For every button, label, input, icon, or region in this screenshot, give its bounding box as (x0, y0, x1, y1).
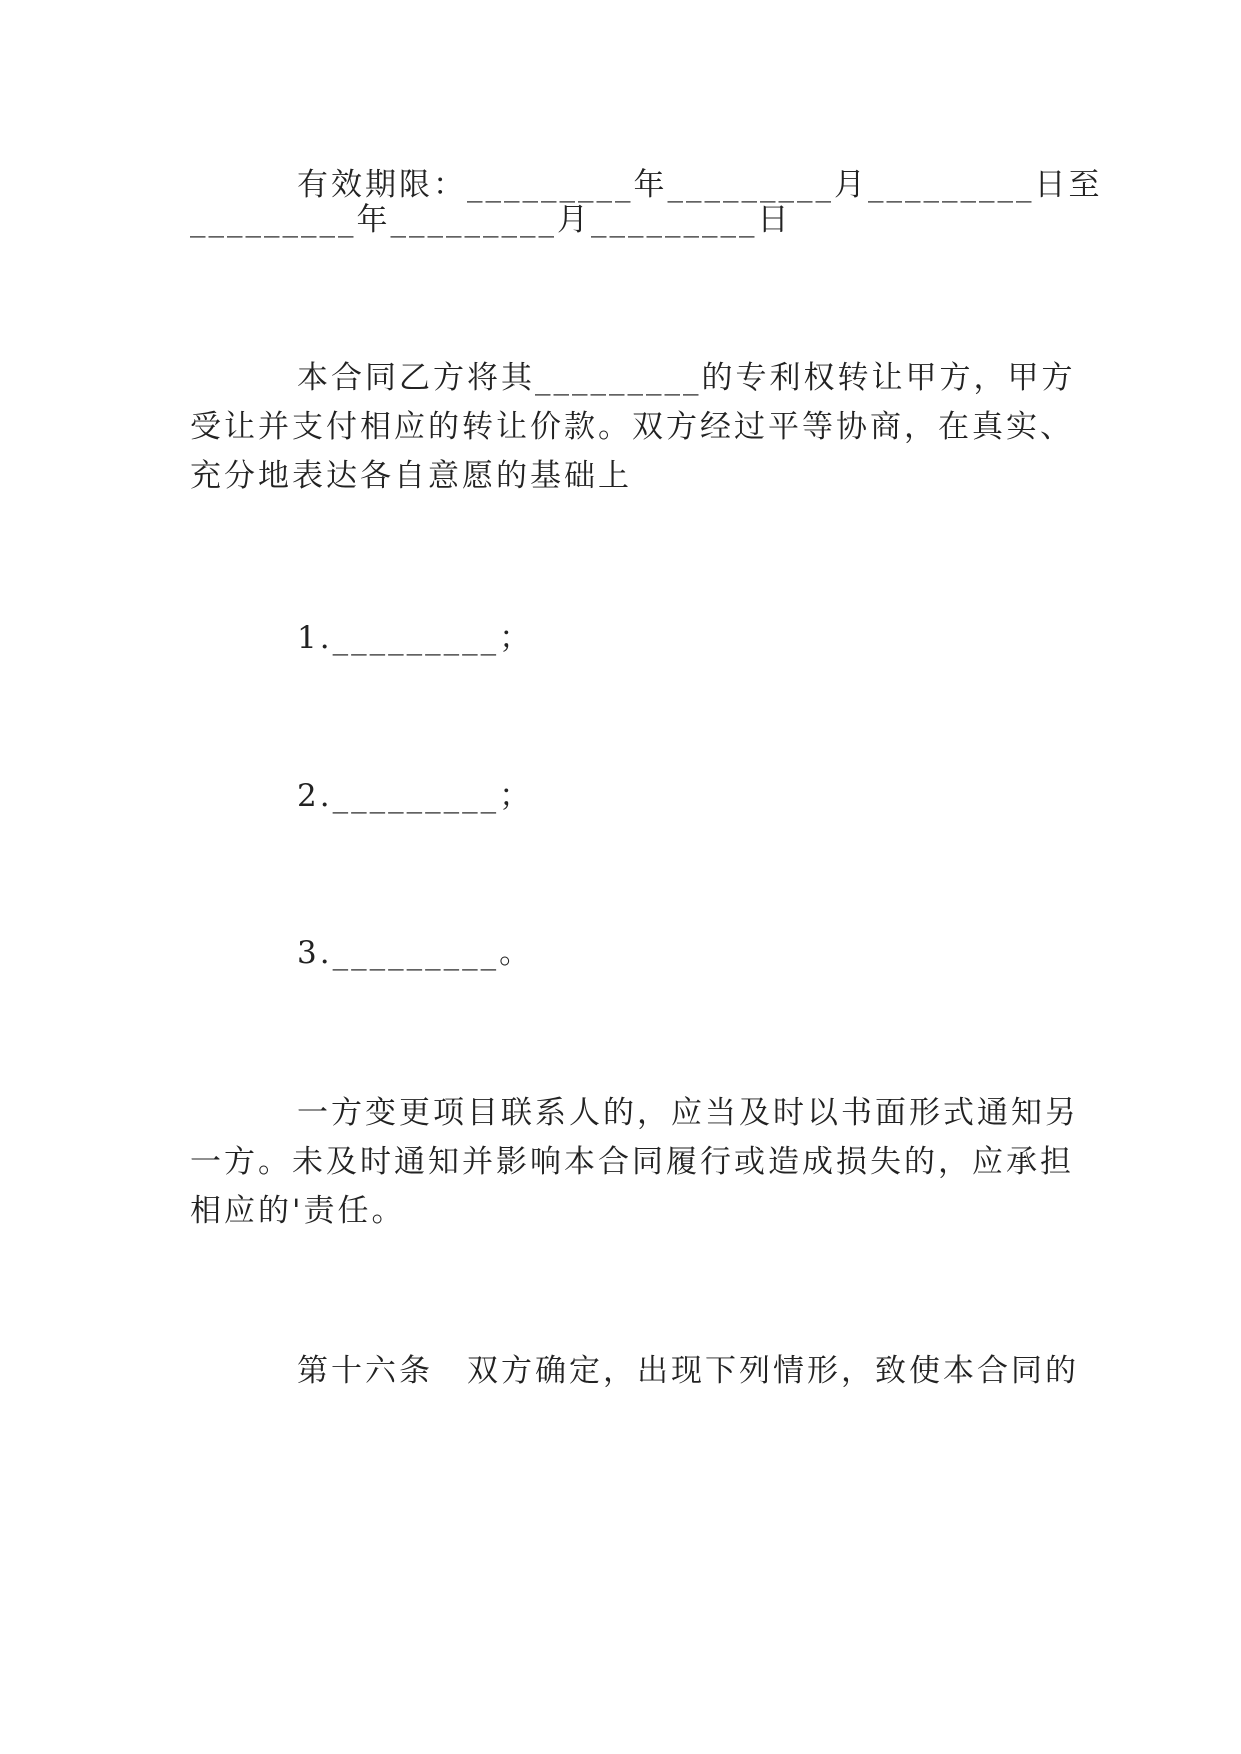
numbered-item-3: 3._________。 (297, 935, 534, 971)
numbered-item-1: 1._________； (297, 620, 534, 656)
validity-period-line-1: 有效期限：_________年_________月_________日至 (297, 167, 1103, 203)
contact-change-line-1: 一方变更项目联系人的，应当及时以书面形式通知另 (297, 1095, 1079, 1131)
article-16-line-1: 第十六条 双方确定，出现下列情形，致使本合同的 (297, 1353, 1079, 1389)
contact-change-line-3: 相应的'责任。 (190, 1193, 406, 1229)
contact-change-line-2: 一方。未及时通知并影响本合同履行或造成损失的，应承担 (190, 1144, 1074, 1180)
validity-period-line-2: _________年_________月_________日 (190, 202, 792, 238)
numbered-item-2: 2._________； (297, 778, 534, 814)
transfer-paragraph-line-2: 受让并支付相应的转让价款。双方经过平等协商，在真实、 (190, 409, 1074, 445)
transfer-paragraph-line-1: 本合同乙方将其_________的专利权转让甲方，甲方 (297, 360, 1076, 396)
transfer-paragraph-line-3: 充分地表达各自意愿的基础上 (190, 458, 632, 494)
